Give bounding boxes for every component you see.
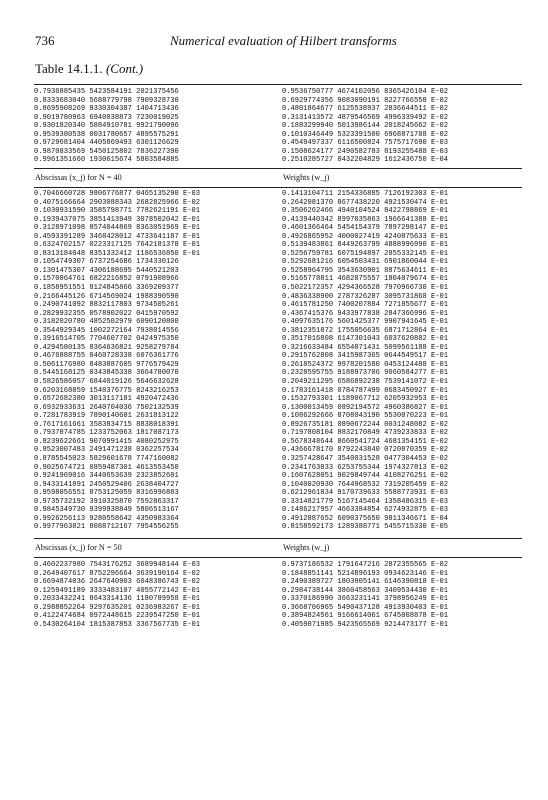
weight-value: 0.3812351872 1755056635 6871712864 E-01 bbox=[282, 326, 449, 335]
abscissa-value: 0.6932933631 2640704036 7502132539 bbox=[34, 403, 179, 412]
abscissa-value: 0.7937074785 1233752063 1817087173 bbox=[34, 429, 179, 438]
table-row bbox=[34, 233, 522, 242]
abscissa-value: 0.8313184048 8351332412 1186536850 E-01 bbox=[34, 249, 201, 258]
table-row bbox=[34, 207, 522, 216]
abscissa-value: 0.2166445126 6714569024 1988390590 bbox=[34, 292, 179, 301]
table-row bbox=[34, 464, 522, 473]
table-row bbox=[34, 310, 522, 319]
weight-value: 0.1508624177 2490582783 8193255488 E-03 bbox=[282, 147, 449, 156]
weight-value: 0.3517016808 6147301043 6037620882 E-01 bbox=[282, 335, 449, 344]
weight-value: 0.4601366464 5454154379 7897298147 E-01 bbox=[282, 224, 449, 233]
weight-value: 0.2642081370 8677438220 4921530474 E-01 bbox=[282, 198, 449, 207]
abscissa-value: 0.8523007483 2491471238 0362257534 bbox=[34, 446, 179, 455]
table-top-rule bbox=[34, 84, 522, 85]
table-row bbox=[34, 318, 522, 327]
weight-value: 0.5022172357 4294366528 7970966730 E-01 bbox=[282, 284, 449, 293]
weight-value: 0.3894824561 9166614061 6745008878 E-01 bbox=[282, 612, 449, 621]
abscissa-value: 0.4294580135 8364636821 9258279784 bbox=[34, 343, 179, 352]
weight-value: 0.4549497337 6116500824 7575717690 E-03 bbox=[282, 139, 449, 148]
abscissa-value: 0.7281783919 7890140601 2631813122 bbox=[34, 412, 179, 421]
weight-value: 0.6212961834 9170739633 5588773931 E-03 bbox=[282, 489, 449, 498]
abscissa-value: 0.1301475307 4306188695 5440521203 bbox=[34, 266, 179, 275]
abscissa-value: 0.1939437075 3851413949 3078502042 E-01 bbox=[34, 215, 201, 224]
table-label: Table 14.1.1. bbox=[35, 61, 103, 76]
abscissa-value: 0.9539380538 0031780657 4895575291 bbox=[34, 130, 179, 139]
weight-value: 0.5292681216 6054503431 6901860044 E-01 bbox=[282, 258, 449, 267]
weight-value: 0.4139440342 8997035863 1966641388 E-01 bbox=[282, 215, 449, 224]
table-row bbox=[34, 275, 522, 284]
abscissa-value: 0.5430264104 1815387853 3367567735 E-01 bbox=[34, 620, 201, 629]
abscissa-value: 0.3182020780 4852502979 6090120800 bbox=[34, 318, 179, 327]
abscissa-value: 0.1054749307 6737254686 1734330126 bbox=[34, 258, 179, 267]
table-row bbox=[34, 387, 522, 396]
weight-heading: Weights (w_j) bbox=[283, 543, 330, 552]
table-row bbox=[34, 301, 522, 310]
abscissa-value: 0.9025674721 0859487301 4613553450 bbox=[34, 463, 179, 472]
table-row bbox=[34, 506, 522, 515]
table-row bbox=[34, 293, 522, 302]
weight-value: 0.1413104711 2154336885 7126192303 E-01 bbox=[282, 190, 449, 198]
section-heading-n50 bbox=[34, 543, 522, 555]
abscissa-value: 0.9870833569 5450125802 7836227390 bbox=[34, 147, 179, 156]
table-row bbox=[34, 216, 522, 225]
abscissa-value: 0.9598056551 8753125059 8316996883 bbox=[34, 489, 179, 498]
abscissa-value: 0.9926256113 9280558642 4350983364 bbox=[34, 514, 179, 523]
table-row bbox=[34, 267, 522, 276]
weight-value: 0.3131413572 4879546569 4996339492 E-02 bbox=[282, 113, 449, 122]
section-rule bbox=[34, 187, 522, 188]
table-row bbox=[34, 97, 522, 106]
table-row bbox=[34, 446, 522, 455]
table-row bbox=[34, 88, 522, 97]
data-block-n30-tail bbox=[34, 88, 522, 165]
weight-value: 0.3370186990 3663231141 3798956249 E-01 bbox=[282, 595, 449, 604]
abscissa-value: 0.7936885435 5423584191 2021375456 bbox=[34, 88, 179, 96]
abscissa-value: 0.2988852264 9297635201 0236983267 E-01 bbox=[34, 603, 201, 612]
table-row bbox=[34, 105, 522, 114]
weight-heading: Weights (w_j) bbox=[283, 173, 330, 182]
weight-value: 0.1010346449 5323391500 6968871788 E-02 bbox=[282, 130, 449, 139]
weight-value: 0.4615781250 7400207884 7271855677 E-01 bbox=[282, 301, 449, 310]
abscissa-value: 0.9019780963 6940038873 7230019025 bbox=[34, 113, 179, 122]
abscissa-value: 0.2490741092 8832117803 9734505261 bbox=[34, 301, 179, 310]
weight-value: 0.2049211295 6586892238 7539141072 E-01 bbox=[282, 378, 449, 387]
weight-value: 0.2490389727 1803905141 6146390818 E-01 bbox=[282, 578, 449, 587]
weight-value: 0.1532793301 1189067712 6205932953 E-01 bbox=[282, 395, 449, 404]
weight-value: 0.4926865952 4000027419 4240875633 E-01 bbox=[282, 232, 449, 241]
weight-value: 0.2341763833 6253755344 1974327813 E-02 bbox=[282, 463, 449, 472]
weight-value: 0.1486217957 4663384854 6274932875 E-03 bbox=[282, 506, 449, 515]
abscissa-value: 0.9845349730 9399938849 5806513167 bbox=[34, 506, 179, 515]
weight-value: 0.4836338900 2787326287 3095731868 E-01 bbox=[282, 292, 449, 301]
weight-value: 0.4366678170 8792243840 0720870359 E-02 bbox=[282, 446, 449, 455]
table-row bbox=[34, 335, 522, 344]
data-block-n50 bbox=[34, 561, 522, 629]
table-row bbox=[34, 199, 522, 208]
table-row bbox=[34, 604, 522, 613]
table-row bbox=[34, 498, 522, 507]
table-row bbox=[34, 361, 522, 370]
abscissa-value: 0.4075166664 2903088343 2682825966 E-02 bbox=[34, 198, 201, 207]
abscissa-value: 0.6694874036 2647640903 6048386743 E-02 bbox=[34, 578, 201, 587]
table-row bbox=[34, 587, 522, 596]
table-row bbox=[34, 523, 522, 532]
abscissa-value: 0.9961351660 1930615674 5803584885 bbox=[34, 156, 179, 165]
abscissa-value: 0.1858951551 8124845866 3369209377 bbox=[34, 284, 179, 293]
table-row bbox=[34, 224, 522, 233]
weight-value: 0.5258964795 3543630901 8875634611 E-01 bbox=[282, 266, 449, 275]
abscissa-value: 0.8785545023 5829601678 7747160082 bbox=[34, 454, 179, 463]
table-row bbox=[34, 578, 522, 587]
abscissa-value: 0.3544929345 1002272164 7938014556 bbox=[34, 326, 179, 335]
table-row bbox=[34, 481, 522, 490]
weight-value: 0.1848851141 5214896193 0934623146 E-01 bbox=[282, 569, 449, 578]
table-row bbox=[34, 139, 522, 148]
table-row bbox=[34, 421, 522, 430]
table-row bbox=[34, 595, 522, 604]
weight-value: 0.1040020930 7644968532 7319205459 E-02 bbox=[282, 480, 449, 489]
weight-value: 0.5256759781 6075194897 2855332145 E-01 bbox=[282, 249, 449, 258]
table-row bbox=[34, 148, 522, 157]
abscissa-value: 0.3128971098 8574044869 8363051969 E-01 bbox=[34, 224, 201, 233]
abscissa-value: 0.9433141891 2450529406 2638404727 bbox=[34, 480, 179, 489]
abscissa-heading: Abscissas (x_j) for N = 40 bbox=[35, 173, 122, 182]
abscissa-value: 0.2649407617 8752296664 3639190164 E-02 bbox=[34, 569, 201, 578]
weight-value: 0.3216633484 6554071431 5099561188 E-01 bbox=[282, 343, 449, 352]
table-row bbox=[34, 570, 522, 579]
table-row bbox=[34, 156, 522, 165]
weight-value: 0.2915762808 3415987365 0644549517 E-01 bbox=[282, 352, 449, 361]
weight-value: 0.3314821779 5167145464 1358486315 E-03 bbox=[282, 497, 449, 506]
abscissa-value: 0.9735732192 3910325870 7592863317 bbox=[34, 497, 179, 506]
weight-value: 0.2618524372 9978201580 0453124488 E-01 bbox=[282, 360, 449, 369]
abscissa-value: 0.5061176980 8483887605 9776579429 bbox=[34, 360, 179, 369]
table-row bbox=[34, 131, 522, 140]
weight-value: 0.3257428647 3540031528 0477304453 E-02 bbox=[282, 454, 449, 463]
abscissa-value: 0.4676888755 0460728338 6076361776 bbox=[34, 352, 179, 361]
weight-value: 0.4912887652 6090375650 9811346671 E-04 bbox=[282, 514, 449, 523]
weight-value: 0.1607628051 9029849744 4108276251 E-02 bbox=[282, 472, 449, 481]
table-row bbox=[34, 404, 522, 413]
abscissa-value: 0.9301820340 5884910781 9921790096 bbox=[34, 122, 179, 131]
table-row bbox=[34, 621, 522, 630]
section-heading-n40 bbox=[34, 173, 522, 185]
weight-value: 0.8158592173 1289388771 5455715330 E-05 bbox=[282, 523, 449, 532]
table-row bbox=[34, 412, 522, 421]
weight-value: 0.8926735181 0890672244 0031248082 E-02 bbox=[282, 420, 449, 429]
table-row bbox=[34, 489, 522, 498]
weight-value: 0.4097635176 5601425377 9907941645 E-01 bbox=[282, 318, 449, 327]
weight-value: 0.1783161418 0784787499 8683450927 E-01 bbox=[282, 386, 449, 395]
abscissa-value: 0.9729681404 4405869493 6301126629 bbox=[34, 139, 179, 148]
abscissa-value: 0.1030931590 3585798771 7782621191 E-01 bbox=[34, 207, 201, 216]
table-row bbox=[34, 352, 522, 361]
weight-value: 0.5678348644 8660541724 4681354151 E-02 bbox=[282, 437, 449, 446]
table-row bbox=[34, 378, 522, 387]
weight-value: 0.1883299940 5013986144 2018245662 E-02 bbox=[282, 122, 449, 131]
abscissa-value: 0.5826586057 6844019126 5646632628 bbox=[34, 378, 179, 387]
abscissa-value: 0.1259491189 3333483107 4055772142 E-01 bbox=[34, 586, 201, 595]
abscissa-value: 0.4122474684 0972448615 2239547250 E-01 bbox=[34, 612, 201, 621]
table-row bbox=[34, 190, 522, 199]
weight-value: 0.7197808104 8832170849 4739233833 E-02 bbox=[282, 429, 449, 438]
section-rule bbox=[34, 538, 522, 539]
weight-value: 0.3506262466 4940104524 8422798869 E-01 bbox=[282, 207, 449, 216]
page-number: 736 bbox=[35, 33, 55, 48]
abscissa-value: 0.2033432241 8643314136 1180789958 E-01 bbox=[34, 595, 201, 604]
table-caption bbox=[35, 61, 143, 77]
table-row bbox=[34, 284, 522, 293]
data-block-n40 bbox=[34, 190, 522, 532]
weight-value: 0.4059071985 9423565569 9214473177 E-01 bbox=[282, 620, 449, 629]
weight-value: 0.2510285727 0432204829 1612436750 E-04 bbox=[282, 156, 449, 165]
weight-value: 0.4367415376 9433977838 2847366996 E-01 bbox=[282, 309, 449, 318]
abscissa-value: 0.5445168125 0343845338 3664780070 bbox=[34, 369, 179, 378]
abscissa-value: 0.1570064761 6822216852 0791908966 bbox=[34, 275, 179, 284]
table-row bbox=[34, 472, 522, 481]
table-continued: (Cont.) bbox=[105, 61, 144, 76]
abscissa-value: 0.8239622661 9070991415 4080252975 bbox=[34, 437, 179, 446]
table-row bbox=[34, 612, 522, 621]
abscissa-value: 0.4602237980 7543176252 3689948144 E-03 bbox=[34, 561, 201, 569]
abscissa-value: 0.7617161661 3583834715 8838018391 bbox=[34, 420, 179, 429]
table-row bbox=[34, 455, 522, 464]
table-row bbox=[34, 327, 522, 336]
abscissa-value: 0.2829932355 0578902022 0415970592 bbox=[34, 309, 179, 318]
table-row bbox=[34, 241, 522, 250]
table-row bbox=[34, 122, 522, 131]
abscissa-value: 0.7046660728 9806776877 0465135290 E-03 bbox=[34, 190, 201, 198]
abscissa-value: 0.8333683040 5688779798 7909328730 bbox=[34, 96, 179, 105]
running-title: Numerical evaluation of Hilbert transforms bbox=[170, 33, 397, 48]
weight-value: 0.9536750777 4674102056 8365426104 E-02 bbox=[282, 88, 449, 96]
weight-value: 0.4801864677 6125538937 2836644511 E-02 bbox=[282, 105, 449, 114]
weight-value: 0.1086292666 8708043190 5530070223 E-01 bbox=[282, 412, 449, 421]
section-rule bbox=[34, 557, 522, 558]
abscissa-value: 0.6203168859 1540376775 8243216253 bbox=[34, 386, 179, 395]
weight-value: 0.9737186532 1791647216 2872355565 E-02 bbox=[282, 561, 449, 569]
table-row bbox=[34, 515, 522, 524]
abscissa-value: 0.6324702157 0223317125 7642181378 E-01 bbox=[34, 241, 201, 250]
weight-value: 0.3668706965 5490437128 4913930403 E-01 bbox=[282, 603, 449, 612]
weight-value: 0.5139483861 8449263799 4888996990 E-01 bbox=[282, 241, 449, 250]
abscissa-value: 0.3916514705 7704607702 0424975350 bbox=[34, 335, 179, 344]
weight-value: 0.6929774356 9083090191 8227766558 E-02 bbox=[282, 96, 449, 105]
weight-value: 0.2328595755 9188973706 9060584277 E-01 bbox=[282, 369, 449, 378]
running-header bbox=[32, 33, 522, 49]
weight-value: 0.1300013459 0892194572 4960386827 E-01 bbox=[282, 403, 449, 412]
table-row bbox=[34, 258, 522, 267]
table-row bbox=[34, 438, 522, 447]
weight-value: 0.5165778811 4682875557 1804079674 E-01 bbox=[282, 275, 449, 284]
table-row bbox=[34, 344, 522, 353]
abscissa-heading: Abscissas (x_j) for N = 50 bbox=[35, 543, 122, 552]
table-row bbox=[34, 561, 522, 570]
table-row bbox=[34, 395, 522, 404]
abscissa-value: 0.9241969016 3440653639 2323852601 bbox=[34, 472, 179, 481]
table-row bbox=[34, 114, 522, 123]
section-rule bbox=[34, 168, 522, 169]
table-row bbox=[34, 250, 522, 259]
abscissa-value: 0.4593391289 3468428012 4733641187 E-01 bbox=[34, 232, 201, 241]
abscissa-value: 0.9977963821 8088712167 7954556255 bbox=[34, 523, 179, 532]
abscissa-value: 0.8695908269 8330304387 1404713436 bbox=[34, 105, 179, 114]
table-row bbox=[34, 429, 522, 438]
table-row bbox=[34, 369, 522, 378]
abscissa-value: 0.6572682380 3013117181 4920472436 bbox=[34, 395, 179, 404]
weight-value: 0.2984738144 3860458563 3409534430 E-01 bbox=[282, 586, 449, 595]
